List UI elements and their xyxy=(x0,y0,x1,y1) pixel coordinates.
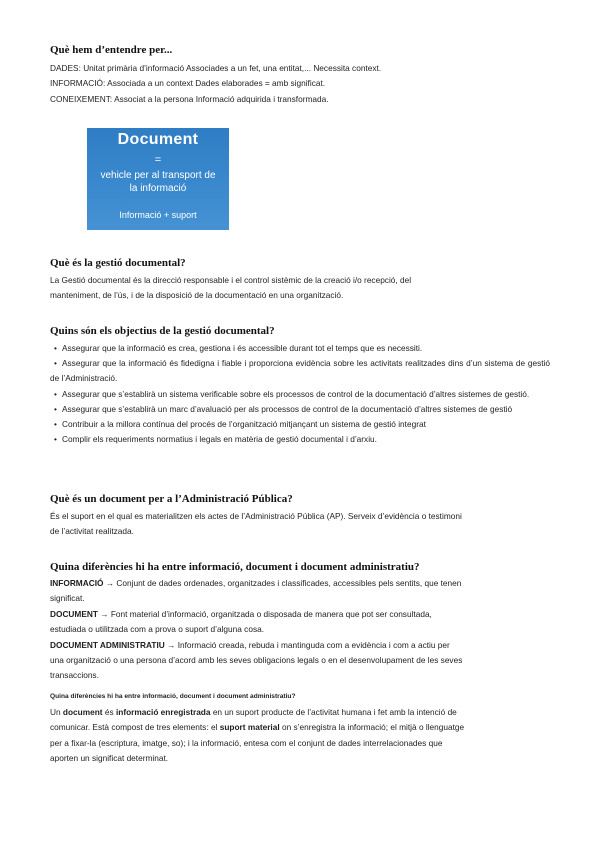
bold-term: informació enregistrada xyxy=(115,707,211,717)
subheading-differences: Quina diferències hi ha entre informació, document i document administratiu? xyxy=(50,693,296,700)
document-graphic-caption xyxy=(87,169,229,195)
text-run: Un xyxy=(50,707,61,717)
document-graphic-equals: = xyxy=(154,154,162,166)
paragraph-line: de l’activitat realitzada. xyxy=(50,526,134,537)
list-item xyxy=(50,387,550,402)
list-item-text: Assegurar que la informació es crea, gestiona i és accessible durant tot el temps que es necessiti. xyxy=(62,343,423,353)
list-item xyxy=(50,402,550,417)
text-run: és xyxy=(104,707,114,717)
paragraph-line: És el suport en el qual es materialitzen els actes de l’Administració Pública (AP). Serveix d’evidència o testimoni xyxy=(50,511,462,521)
bullet-icon: • xyxy=(54,403,57,414)
document-graphic-line2: la informació xyxy=(129,183,187,194)
list-item xyxy=(50,417,550,432)
bullet-icon: • xyxy=(54,419,57,430)
term-document: DOCUMENT xyxy=(50,608,98,619)
paragraph-line: per a fixar-la (escriptura, imatge, so); i la informació, entesa com el conjunt de dades interrelacionades que xyxy=(50,737,443,748)
term-definition: Informació creada, rebuda i mantinguda com a evidència i com a actiu per xyxy=(177,639,450,650)
term-document-administratiu: DOCUMENT ADMINISTRATIU xyxy=(50,639,165,650)
paragraph-line xyxy=(50,705,550,720)
term-informacio-line xyxy=(50,576,550,591)
list-item xyxy=(50,356,550,386)
bullet-icon: • xyxy=(54,388,57,399)
bold-term: suport material xyxy=(219,722,280,733)
document-definition-paragraph xyxy=(50,705,550,767)
definition-informacio: INFORMACIÓ: Associada a un context Dades elaborades = amb significat. xyxy=(50,78,326,89)
list-item-text: Complir els requeriments normatius i legals en matèria de gestió documental i d’arxiu. xyxy=(62,434,377,445)
paragraph-line: La Gestió documental és la direcció responsable i el control sistèmic de la creació i/o recepció, del xyxy=(50,275,412,285)
list-item xyxy=(50,432,550,447)
paragraph-line: aporten un significat determinat. xyxy=(50,753,169,764)
term-definition: Conjunt de dades ordenades, organitzades i classificades, accessibles pels sentits, que tenen xyxy=(116,578,462,588)
document-management-paragraph xyxy=(50,273,550,304)
list-item-text: Assegurar que s’establirà un sistema verificable sobre els processos de control de la documentació d’altres sistemes de gestió. xyxy=(62,388,530,399)
document-graphic-footer: Informació + suport xyxy=(119,210,197,220)
arrow-right-icon: → xyxy=(167,639,176,650)
heading-objectives: Quins són els objectius de la gestió documental? xyxy=(50,325,275,337)
differences-paragraph xyxy=(50,576,550,684)
list-item-text: Contribuir a la millora contínua del procés de l’organització mitjançant un sistema de gestió integrat xyxy=(62,419,426,430)
term-definition-continued: transaccions. xyxy=(50,670,99,681)
objectives-list xyxy=(50,341,550,447)
document-public-admin-paragraph xyxy=(50,509,550,540)
document-graphic xyxy=(87,128,229,230)
term-document-administratiu-line xyxy=(50,638,550,653)
term-informacio: INFORMACIÓ xyxy=(50,578,104,588)
text-run: on s’enregistra la informació; el mitjà o llenguatge xyxy=(281,722,465,733)
arrow-right-icon: → xyxy=(105,578,115,588)
heading-document-management: Què és la gestió documental? xyxy=(50,257,186,269)
bullet-icon: • xyxy=(54,343,57,353)
text-run: comunicar. Està compost de tres elements: el xyxy=(50,722,218,733)
bold-term: document xyxy=(62,707,103,717)
term-definition-continued: significat. xyxy=(50,593,85,604)
list-item-text: Assegurar que s’establirà un marc d’avaluació per als processos de control de la documentació d’altres sistemes de gestió xyxy=(62,403,513,414)
document-graphic-line1: vehicle per al transport de xyxy=(100,170,216,181)
arrow-right-icon: → xyxy=(100,608,109,619)
bullet-icon: • xyxy=(54,434,57,445)
list-item xyxy=(50,341,550,356)
heading-what-to-understand: Què hem d’entendre per... xyxy=(50,44,173,56)
list-item-text: Assegurar que la informació és fidedigna i fiable i proporciona evidència sobre les activitats realitzades dins d’un sistema de gestió de l’Administració. xyxy=(50,358,550,384)
definitions-paragraph xyxy=(50,61,550,107)
paragraph-line: manteniment, de l’ús, i de la disposició de la documentació en una organització. xyxy=(50,290,344,301)
term-definition-continued: estudiada o utilitzada com a prova o suport d’alguna cosa. xyxy=(50,624,265,635)
term-definition-continued: una organització o una persona d’acord amb les seves obligacions legals o en el desenvolupament de les seves xyxy=(50,655,463,666)
text-run: en un suport producte de l’activitat humana i fet amb la intenció de xyxy=(212,707,457,717)
definition-coneixement: CONEIXEMENT: Associat a la persona Informació adquirida i transformada. xyxy=(50,93,329,104)
definition-dades: DADES: Unitat primària d’informació Associades a un fet, una entitat,... Necessita context. xyxy=(50,63,382,73)
document-graphic-title: Document xyxy=(117,131,199,148)
paragraph-line xyxy=(50,720,550,735)
bullet-icon: • xyxy=(54,358,57,369)
heading-differences: Quina diferències hi ha entre informació, document i document administratiu? xyxy=(50,561,420,573)
term-document-line xyxy=(50,607,550,622)
heading-document-public-admin: Què és un document per a l’Administració Pública? xyxy=(50,493,293,505)
term-definition: Font material d’informació, organitzada o disposada de manera que pot ser consultada, xyxy=(110,608,432,619)
